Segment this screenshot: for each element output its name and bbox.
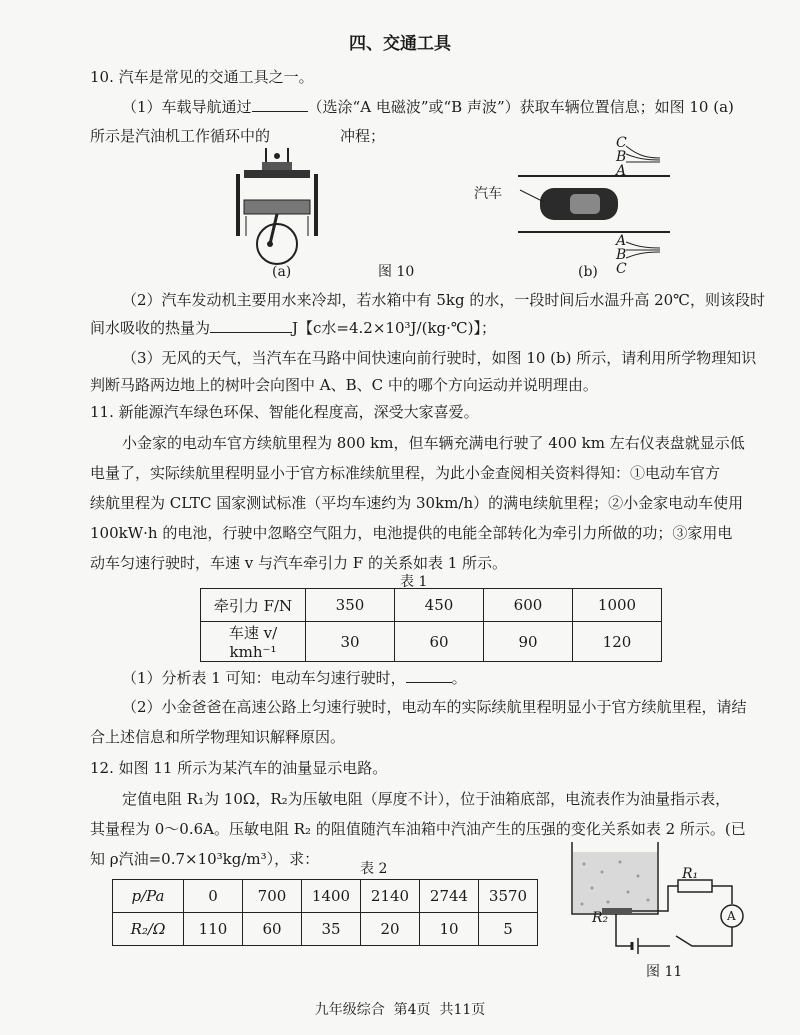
letter-c-bottom: C: [616, 261, 627, 277]
table-1: [200, 588, 662, 662]
table-1-caption: 表 1: [400, 574, 428, 590]
q11-para-line1: 小金家的电动车官方续航里程为 800 km，但车辆充满电行驶了 400 km 左右仪表盘就显示低: [122, 434, 745, 452]
letter-b-top: B: [616, 149, 627, 165]
q11-para-line3: 续航里程为 CLTC 国家测试标准（平均车速约为 30km/h）的满电续航里程；②小金家电动车使用: [90, 494, 744, 512]
table-cell: 450: [395, 589, 484, 622]
q12-para-line2: 其量程为 0～0.6A。压敏电阻 R₂ 的阻值随汽车油箱中汽油产生的压强的变化关系如表 2 所示。(已: [90, 820, 746, 838]
q10-p1-prefix2: 所示是汽油机工作循环中的: [90, 127, 271, 145]
table-row: [113, 913, 538, 946]
top-direction-letters: [616, 136, 627, 178]
road-label: (b): [578, 264, 598, 280]
table-2: [112, 879, 538, 946]
figure-11-caption: 图 11: [646, 964, 683, 980]
q12-para-line1: 定值电阻 R₁为 10Ω，R₂为压敏电阻（厚度不计），位于油箱底部，电流表作为油量指示表，: [122, 790, 731, 808]
q11-para-line2: 电量了，实际续航里程明显小于官方标准续航里程，为此小金查阅相关资料得知：①电动车官方: [90, 464, 721, 482]
table-cell: 90: [484, 622, 573, 662]
table-cell: p/Pa: [113, 880, 184, 913]
q11-para-line5: 动车匀速行驶时，车速 v 与汽车牵引力 F 的关系如表 1 所示。: [90, 554, 508, 572]
car-label: 汽车: [474, 186, 502, 202]
q10-part1-line1: [122, 97, 734, 117]
table-cell: 20: [361, 913, 420, 946]
table-cell: 3570: [479, 880, 538, 913]
letter-a-top: A: [616, 163, 627, 179]
table-cell: 1000: [573, 589, 662, 622]
table-2-caption: 表 2: [360, 861, 388, 877]
table-row: [201, 589, 662, 622]
table-cell: 110: [184, 913, 243, 946]
table-cell: 700: [243, 880, 302, 913]
q10-stem: 10. 汽车是常见的交通工具之一。: [90, 68, 314, 86]
q11-sub1-prefix: （1）分析表 1 可知：电动车匀速行驶时，: [122, 669, 406, 687]
table-cell: 60: [395, 622, 484, 662]
page-footer: 九年级综合 第4页 共11页: [314, 1002, 486, 1018]
circuit-diagram: [568, 842, 743, 960]
q10-p1-suffix2: 冲程；: [340, 127, 386, 145]
ammeter-label: A: [727, 909, 736, 923]
table-cell: 牵引力 F/N: [201, 589, 306, 622]
q10-p2-suffix: J【c水=4.2×10³J/(kg·℃)】；: [292, 319, 497, 337]
answer-blank[interactable]: [406, 668, 452, 683]
q12-stem: 12. 如图 11 所示为某汽车的油量显示电路。: [90, 759, 388, 777]
q10-part3-line2: 判断马路两边地上的树叶会向图中 A、B、C 中的哪个方向运动并说明理由。: [90, 376, 598, 394]
road-diagram: [510, 140, 670, 270]
letter-c-top: C: [616, 135, 627, 151]
q12-para-line3: 知 ρ汽油=0.7×10³kg/m³），求：: [90, 850, 320, 868]
q11-para-line4: 100kW·h 的电池，行驶中忽略空气阻力，电池提供的电能全部转化为牵引力所做的功；③家用电: [90, 524, 733, 542]
table-cell: 35: [302, 913, 361, 946]
r1-label: R₁: [682, 866, 699, 882]
figure-10-caption: 图 10: [378, 264, 415, 280]
table-cell: 2140: [361, 880, 420, 913]
answer-blank[interactable]: [210, 318, 292, 333]
table-cell: 车速 v/ kmh⁻¹: [201, 622, 306, 662]
section-title: 四、交通工具: [349, 34, 451, 54]
q11-stem: 11. 新能源汽车绿色环保、智能化程度高，深受大家喜爱。: [90, 403, 479, 421]
q10-part3-line1: （3）无风的天气，当汽车在马路中间快速向前行驶时，如图 10 (b) 所示，请利用所学物理知识: [122, 349, 757, 367]
table-row: [201, 622, 662, 662]
engine-diagram: [232, 140, 322, 266]
q11-sub2-line1: （2）小金爸爸在高速公路上匀速行驶时，电动车的实际续航里程明显小于官方续航里程，请结: [122, 698, 747, 716]
table-cell: 30: [306, 622, 395, 662]
answer-blank[interactable]: [252, 97, 308, 112]
table-cell: 10: [420, 913, 479, 946]
bottom-direction-letters: [616, 234, 627, 276]
table-cell: R₂/Ω: [113, 913, 184, 946]
letter-b-bottom: B: [616, 247, 627, 263]
q10-p2-prefix: 间水吸收的热量为: [90, 319, 211, 337]
q10-part2-line1: （2）汽车发动机主要用水来冷却，若水箱中有 5kg 的水，一段时间后水温升高 20℃，则该段时: [122, 291, 765, 309]
table-cell: 0: [184, 880, 243, 913]
q11-sub1: [122, 668, 467, 688]
table-cell: 2744: [420, 880, 479, 913]
table-cell: 350: [306, 589, 395, 622]
table-cell: 1400: [302, 880, 361, 913]
q10-p1-prefix: （1）车载导航通过: [122, 98, 252, 116]
q11-sub1-suffix: 。: [451, 669, 467, 687]
table-cell: 60: [243, 913, 302, 946]
table-cell: 120: [573, 622, 662, 662]
table-cell: 600: [484, 589, 573, 622]
table-row: [113, 880, 538, 913]
q10-p1-suffix: （选涂“A 电磁波”或“B 声波”）获取车辆位置信息；如图 10 (a): [307, 98, 734, 116]
letter-a-bottom: A: [616, 233, 627, 249]
engine-label: (a): [272, 264, 292, 280]
q10-part2-line2: [90, 318, 496, 338]
r2-label: R₂: [592, 910, 609, 926]
q11-sub2-line2: 合上述信息和所学物理知识解释原因。: [90, 728, 346, 746]
table-cell: 5: [479, 913, 538, 946]
